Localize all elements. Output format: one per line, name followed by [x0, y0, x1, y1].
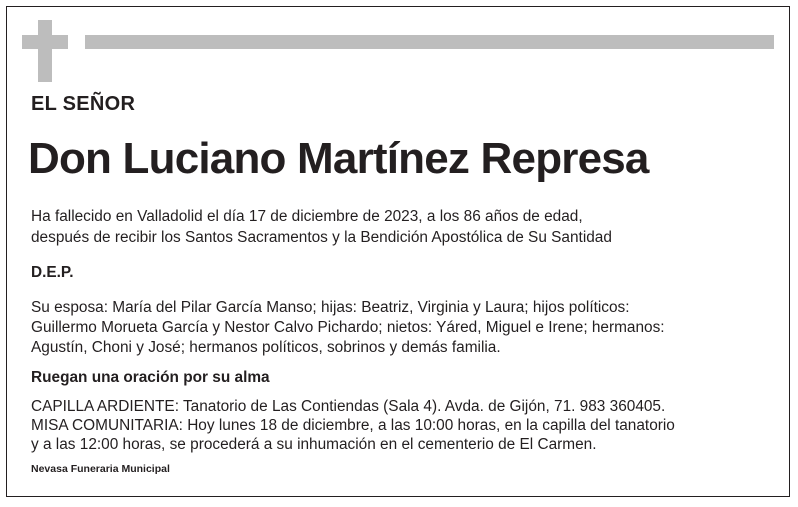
dep-label: D.E.P. [31, 264, 74, 281]
honorific-title: EL SEÑOR [31, 93, 136, 115]
header-rule [85, 35, 774, 49]
ceremony-line-1: CAPILLA ARDIENTE: Tanatorio de Las Contiendas (Sala 4). Avda. de Gijón, 71. 983 360405. [31, 398, 666, 415]
ceremony-line-2: MISA COMUNITARIA: Hoy lunes 18 de diciembre, a las 10:00 horas, en la capilla del tanatorio [31, 417, 675, 434]
funeral-home-credit: Nevasa Funeraria Municipal [31, 463, 170, 475]
cross-icon-bar [22, 35, 68, 49]
announcement-line-2: después de recibir los Santos Sacramentos y la Bendición Apostólica de Su Santidad [31, 229, 612, 246]
deceased-name: Don Luciano Martínez Represa [28, 134, 649, 183]
ceremony-line-3: y a las 12:00 horas, se procederá a su inhumación en el cementerio de El Carmen. [31, 436, 597, 453]
cross-icon [38, 20, 52, 82]
announcement-line-1: Ha fallecido en Valladolid el día 17 de diciembre de 2023, a los 86 años de edad, [31, 208, 583, 225]
family-line-3: Agustín, Choni y José; hermanos políticos, sobrinos y demás familia. [31, 339, 501, 356]
family-line-1: Su esposa: María del Pilar García Manso; hijas: Beatriz, Virginia y Laura; hijos políticos: [31, 299, 630, 316]
prayer-request: Ruegan una oración por su alma [31, 369, 270, 386]
family-line-2: Guillermo Morueta García y Nestor Calvo Pichardo; nietos: Yáred, Miguel e Irene; hermanos: [31, 319, 665, 336]
